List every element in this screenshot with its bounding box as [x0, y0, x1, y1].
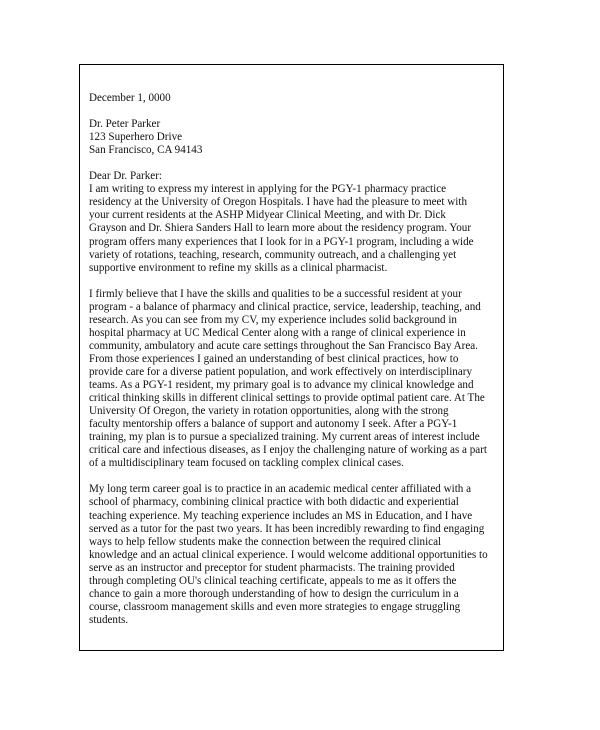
recipient-city: San Francisco, CA 94143	[89, 144, 203, 157]
paragraph-line: provide care for a diverse patient population, and work effectively on interdisciplinary	[89, 365, 473, 378]
paragraph-line: community, ambulatory and acute care settings throughout the San Francisco Bay Area.	[89, 339, 478, 352]
paragraph-line: through completing OU's clinical teaching certificate, appeals to me as it offers the	[89, 574, 457, 587]
paragraph-line: served as a tutor for the past two years. It has been incredibly rewarding to find engaging	[89, 522, 485, 535]
paragraph-line: supportive environment to refine my skills as a clinical pharmacist.	[89, 261, 388, 274]
paragraph-2	[89, 288, 503, 471]
recipient-address	[89, 118, 503, 157]
paragraph-line: I firmly believe that I have the skills and qualities to be a successful resident at your	[89, 287, 462, 300]
paragraph-line: serve as an instructor and preceptor for student pharmacists. The training provided	[89, 561, 455, 574]
paragraph-line: University Of Oregon, the variety in rotation opportunities, along with the strong	[89, 405, 449, 418]
paragraph-line: I am writing to express my interest in applying for the PGY-1 pharmacy practice	[89, 183, 447, 196]
spacer	[89, 275, 503, 288]
paragraph-line: faculty mentorship offers a balance of support and autonomy I seek. After a PGY-1	[89, 418, 458, 431]
paragraph-line: critical thinking skills in different clinical settings to provide optimal patient care. At The	[89, 392, 485, 405]
paragraph-line: research. As you can see from my CV, my experience includes solid background in	[89, 313, 457, 326]
paragraph-line: hospital pharmacy at UC Medical Center along with a range of clinical experience in	[89, 326, 466, 339]
recipient-street: 123 Superhero Drive	[89, 131, 183, 144]
recipient-name: Dr. Peter Parker	[89, 118, 161, 131]
paragraph-line: of a multidisciplinary team focused on tackling complex clinical cases.	[89, 457, 404, 470]
paragraph-line: From those experiences I gained an understanding of best clinical practices, how to	[89, 352, 459, 365]
spacer	[89, 105, 503, 118]
paragraph-line: My long term career goal is to practice in an academic medical center affiliated with a	[89, 483, 472, 496]
paragraph-line: course, classroom management skills and even more strategies to engage struggling	[89, 600, 461, 613]
paragraph-line: residency at the University of Oregon Hospitals. I have had the pleasure to meet with	[89, 196, 468, 209]
paragraph-line: students.	[89, 613, 129, 626]
paragraph-line: Grayson and Dr. Shiera Sanders Hall to learn more about the residency program. Your	[89, 222, 472, 235]
paragraph-3	[89, 483, 503, 627]
paragraph-line: critical care and infectious diseases, as I enjoy the challenging nature of working as a part	[89, 444, 487, 457]
paragraph-line: ways to help fellow students make the connection between the required clinical	[89, 535, 442, 548]
salutation: Dear Dr. Parker:	[89, 170, 163, 183]
letter-date: December 1, 0000	[89, 92, 171, 104]
paragraph-line: variety of rotations, teaching, research, community outreach, and a challenging yet	[89, 248, 457, 261]
paragraph-line: school of pharmacy, combining clinical practice with both didactic and experiential	[89, 496, 459, 509]
letter-body	[89, 92, 503, 627]
paragraph-1	[89, 183, 503, 274]
paragraph-line: program offers many experiences that I look for in a PGY-1 program, including a wide	[89, 235, 474, 248]
paragraph-line: program - a balance of pharmacy and clinical practice, service, leadership, teaching, and	[89, 300, 481, 313]
paragraph-line: knowledge and an actual clinical experience. I would welcome additional opportunities to	[89, 548, 488, 561]
paragraph-line: chance to gain a more thorough understanding of how to design the curriculum in a	[89, 587, 459, 600]
paragraph-line: training, my plan is to pursue a specialized training. My current areas of interest include	[89, 431, 480, 444]
paragraph-line: teaching experience. My teaching experience includes an MS in Education, and I have	[89, 509, 473, 522]
paragraph-line: your current residents at the ASHP Midyear Clinical Meeting, and with Dr. Dick	[89, 209, 446, 222]
spacer	[89, 470, 503, 483]
spacer	[89, 157, 503, 170]
paragraph-line: teams. As a PGY-1 resident, my primary goal is to advance my clinical knowledge and	[89, 379, 474, 392]
